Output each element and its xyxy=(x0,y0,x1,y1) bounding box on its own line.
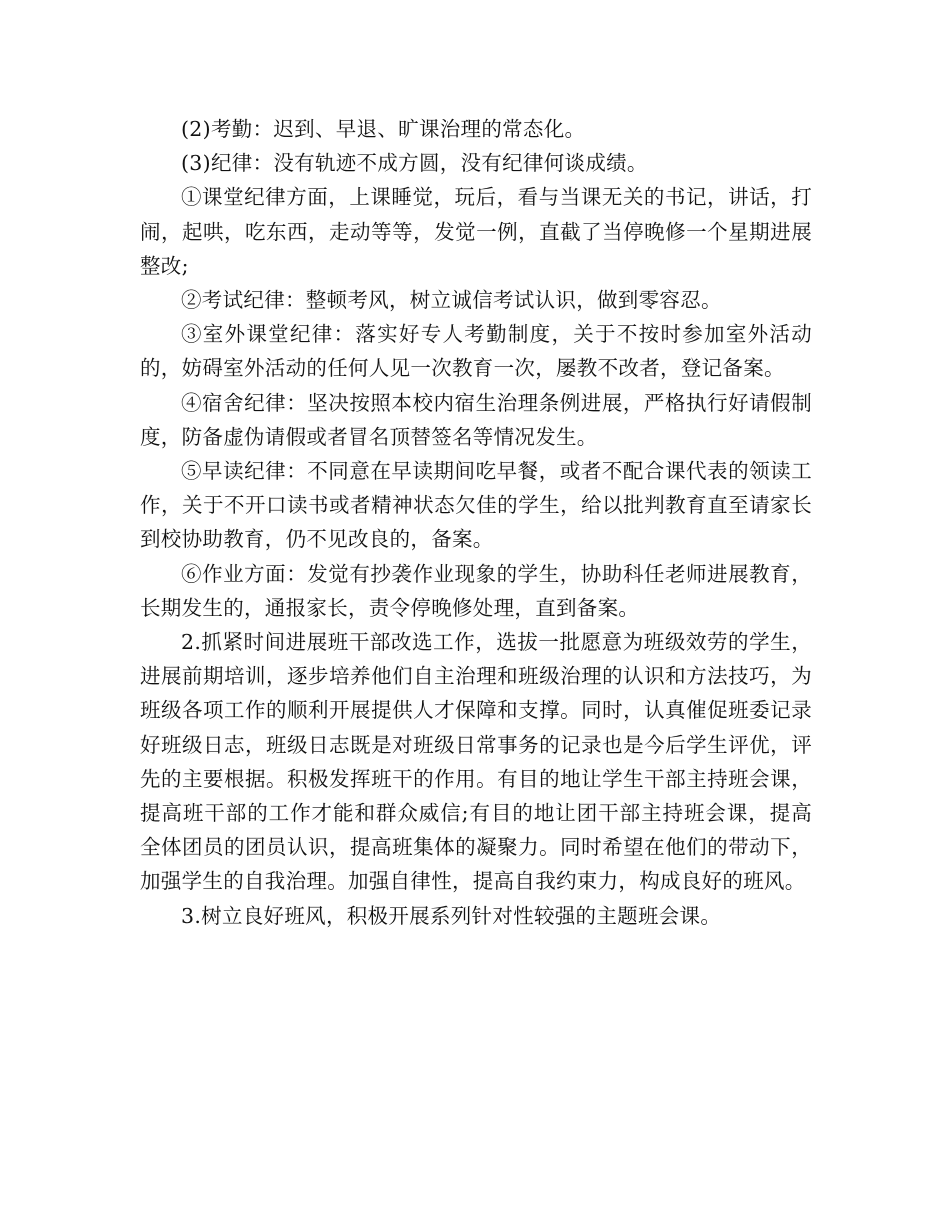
paragraph-discipline: (3)纪律：没有轨迹不成方圆，没有纪律何谈成绩。 xyxy=(181,151,648,176)
paragraph-exam-discipline: ②考试纪律：整顿考风，树立诚信考试认识，做到零容忍。 xyxy=(181,288,722,313)
paragraph-outdoor-discipline: ③室外课堂纪律：落实好专人考勤制度，关于不按时参加室外活动的，妨碍室外活动的任何人见一次教育一次，屡教不改者，登记备案。 xyxy=(140,322,812,381)
paragraph-dorm-discipline: ④宿舍纪律：坚决按照本校内宿生治理条例进展，严格执行好请假制度，防备虚伪请假或者冒名顶替签名等情况发生。 xyxy=(140,390,812,449)
paragraph-class-cadres: 2.抓紧时间进展班干部改选工作，选拔一批愿意为班级效劳的学生，进展前期培训，逐步培养他们自主治理和班级治理的认识和方法技巧，为班级各项工作的顺利开展提供人才保障和支撑。同时，认真催促班委记录好班级日志，班级日志既是对班级日常事务的记录也是今后学生评优，评先的主要根据。积极发挥班干的作用。有目的地让学生干部主持班会课，提高班干部的工作才能和群众威信;有目的地让团干部主持班会课，提高全体团员的团员认识，提高班集体的凝聚力。同时希望在他们的带动下，加强学生的自我治理。加强自律性，提高自我约束力，构成良好的班风。 xyxy=(140,630,812,894)
paragraph-attendance: (2)考勤：迟到、早退、旷课治理的常态化。 xyxy=(181,117,586,141)
paragraph-homework: ⑥作业方面：发觉有抄袭作业现象的学生，协助科任老师进展教育，长期发生的，通报家长，责令停晚修处理，直到备案。 xyxy=(140,561,812,620)
document-body xyxy=(140,112,812,933)
paragraph-class-spirit: 3.树立良好班风，积极开展系列针对性较强的主题班会课。 xyxy=(181,903,722,928)
paragraph-classroom-discipline: ①课堂纪律方面，上课睡觉，玩后，看与当课无关的书记，讲话，打闹，起哄，吃东西，走动等等，发觉一例，直截了当停晚修一个星期进展整改; xyxy=(140,185,812,278)
paragraph-morning-reading: ⑤早读纪律：不同意在早读期间吃早餐，或者不配合课代表的领读工作，关于不开口读书或者精神状态欠佳的学生，给以批判教育直至请家长到校协助教育，仍不见改良的，备案。 xyxy=(140,459,812,552)
